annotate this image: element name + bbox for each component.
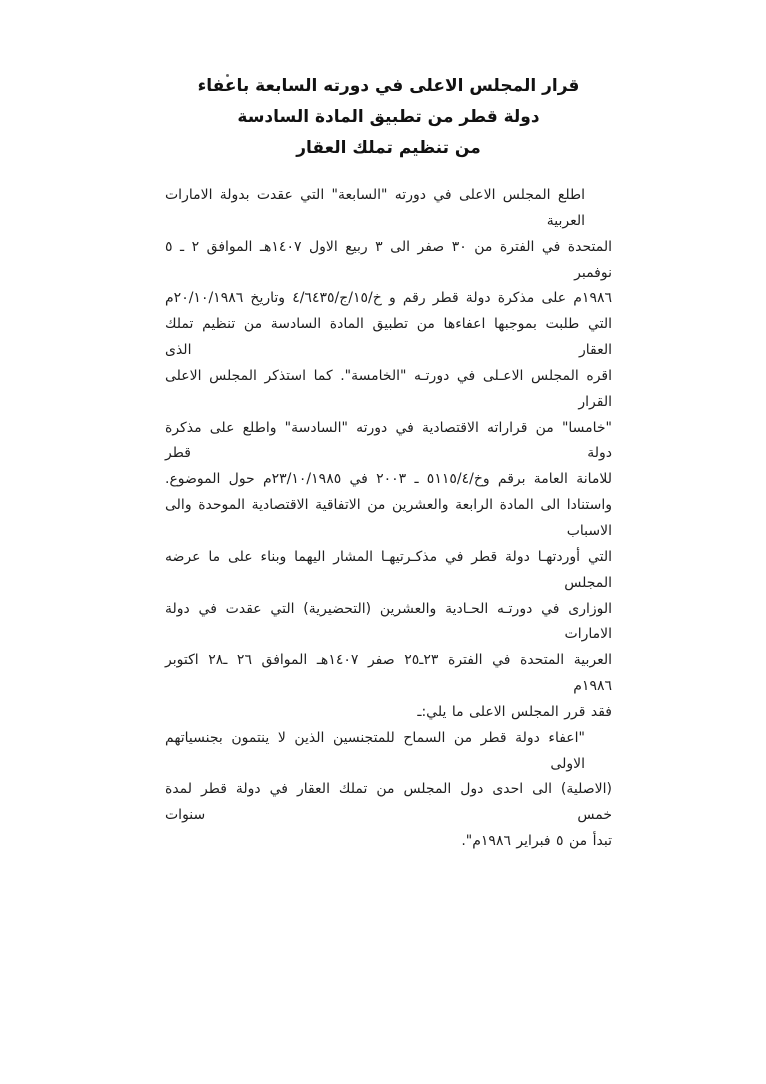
body-line: العربية المتحدة في الفترة ٢٣ـ٢٥ صفر ١٤٠٧هـ الموافق ٢٦ ـ٢٨ اكتوبر ١٩٨٦م bbox=[165, 652, 612, 695]
body-line: ١٩٨٦م على مذكرة دولة قطر رقم و خ/١٥/ج/٤/٦٤٣٥ وتاريخ ٢٠/١٠/١٩٨٦م bbox=[165, 290, 612, 307]
body-line: (الاصلية) الى احدى دول المجلس من تملك العقار في دولة قطر لمدة خمس سنوات bbox=[165, 781, 612, 824]
body-line: المتحدة في الفترة من ٣٠ صفر الى ٣ ربيع الاول ١٤٠٧هـ الموافق ٢ ـ ٥ نوفمبر bbox=[165, 238, 612, 281]
document-column bbox=[165, 71, 612, 855]
body-line: التي أوردتهـا دولة قطر في مذكـرتيهـا المشار اليهما وبناء على ما عرضه المجلس bbox=[165, 548, 612, 591]
body-line: اطلع المجلس الاعلى في دورته "السابعة" التي عقدت بدولة الامارات العربية bbox=[165, 187, 585, 229]
document-title bbox=[165, 71, 612, 164]
body-line: "خامسا" من قراراته الاقتصادية في دورته "السادسة" واطلع على مذكرة دولة قطر bbox=[165, 419, 612, 462]
title-line: قرار المجلس الاعلى في دورته السابعة باعفاء bbox=[197, 76, 580, 96]
body-line: للامانة العامة برقم وخ/٥١١٥/٤ ـ ٢٠٠٣ في ٢٣/١٠/١٩٨٥م حول الموضوع. bbox=[165, 471, 612, 488]
body-line: الوزارى في دورتـه الحـادية والعشرين (التحضيرية) التي عقدت في دولة الامارات bbox=[165, 600, 612, 643]
document-body bbox=[165, 183, 612, 855]
body-line: فقد قرر المجلس الاعلى ما يلي:ـ bbox=[417, 703, 612, 720]
body-line: تبدأ من ٥ فبراير ١٩٨٦م". bbox=[461, 833, 612, 850]
title-line: دولة قطر من تطبيق المادة السادسة bbox=[237, 107, 540, 127]
title-line: من تنظيم تملك العقار bbox=[296, 138, 481, 158]
body-line: "اعفاء دولة قطر من السماح للمتجنسين الذين لا ينتمون بجنسياتهم الاولى bbox=[165, 729, 585, 772]
body-line: التي طلبت بموجبها اعفاءها من تطبيق المادة السادسة من تنظيم تملك العقار الذى bbox=[165, 316, 612, 359]
body-line: اقره المجلس الاعـلى في دورتـه "الخامسة". كما استذكر المجلس الاعلى القرار bbox=[165, 367, 612, 410]
body-line: واستنادا الى المادة الرابعة والعشرين من الاتفاقية الاقتصادية الموحدة والى الاسباب bbox=[165, 497, 612, 539]
